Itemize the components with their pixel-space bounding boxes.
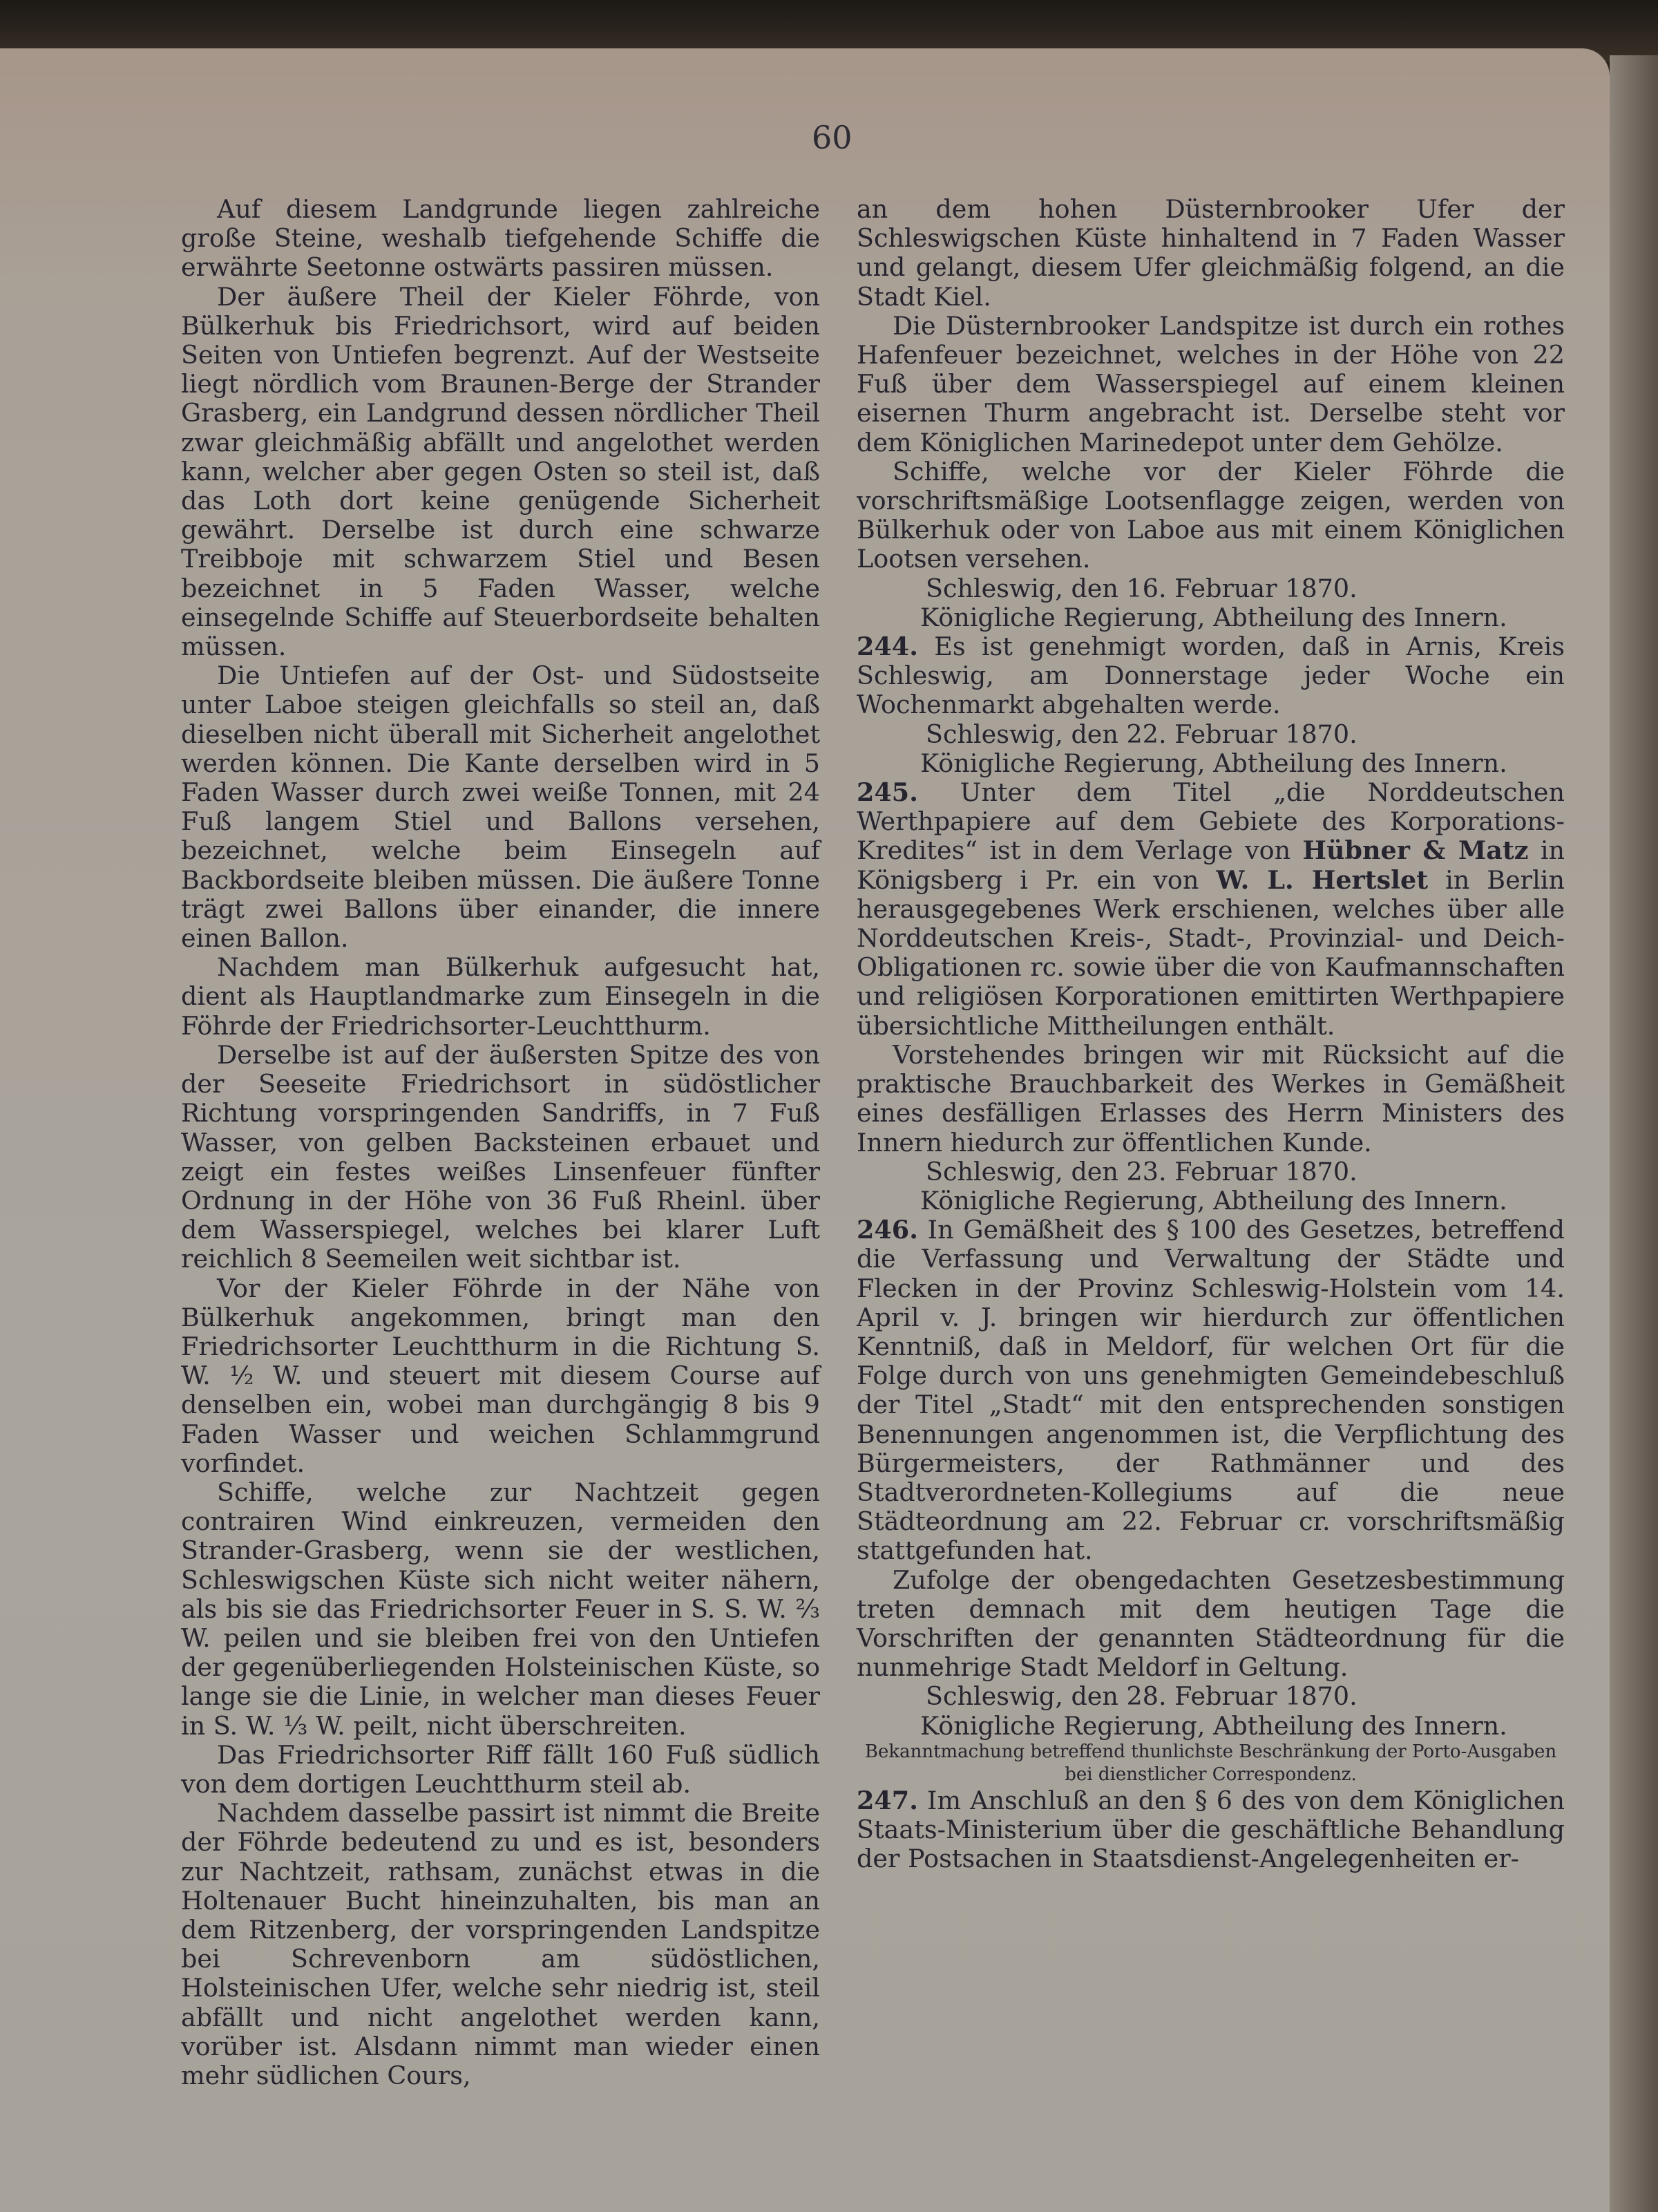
item-number: 246. bbox=[857, 1215, 918, 1245]
item-number: 247. bbox=[857, 1785, 918, 1815]
place-date: Schleswig, den 28. Februar 1870. bbox=[926, 1681, 1357, 1712]
item-number: 244. bbox=[857, 632, 918, 662]
place-date: Schleswig, den 16. Februar 1870. bbox=[926, 573, 1357, 603]
paragraph: Vorstehendes bringen wir mit Rücksicht auf die praktische Brauchbarkeit des Werkes in Gemäßheit eines desfälligen Erlasses des Herrn Ministers des Innern hiedurch zur öffentlichen Kunde. bbox=[857, 1039, 1565, 1157]
item-245 bbox=[857, 778, 1565, 1041]
authority: Königliche Regierung, Abtheilung des Innern. bbox=[920, 1710, 1507, 1741]
paragraph: Auf diesem Landgrunde liegen zahlreiche große Steine, weshalb tiefgehende Schiffe die erwährte Seetonne ostwärts passiren müssen. bbox=[181, 194, 820, 283]
paragraph: Der äußere Theil der Kieler Föhrde, von Bülkerhuk bis Friedrichsort, wird auf beiden Seiten von Untiefen begrenzt. Auf der Westseite liegt nördlich vom Braunen-Berge der Strander Grasberg, ein Landgrund dessen nördlicher Theil zwar gleichmäßig abfällt und angelothet werden kann, welcher aber gegen Osten so steil ist, daß das Loth dort keine genügende Sicherheit gewährt. Derselbe ist durch eine schwarze Treibboje mit schwarzem Stiel und Besen bezeichnet in 5 Faden Wasser, welche einsegelnde Schiffe auf Steuerbordseite behalten müssen. bbox=[181, 281, 820, 662]
item-text: Es ist genehmigt worden, daß in Arnis, Kreis Schleswig, am Donnerstage jeder Woche ein Wochenmarkt abgehalten werde. bbox=[857, 632, 1565, 720]
paragraph: Vor der Kieler Föhrde in der Nähe von Bülkerhuk angekommen, bringt man den Friedrichsorter Leuchtthurm in die Richtung S. W. ½ W. und steuert mit diesem Course auf denselben ein, wobei man durchgängig 8 bis 9 Faden Wasser und weichen Schlammgrund vorfindet. bbox=[181, 1273, 820, 1478]
item-text: in Königsberg i Pr. ein von bbox=[857, 835, 1565, 895]
authority: Königliche Regierung, Abtheilung des Innern. bbox=[920, 1185, 1507, 1216]
paragraph: Die Untiefen auf der Ost- und Südostseite unter Laboe steigen gleichfalls so steil an, daß dieselben nicht überall mit Sicherheit angelothet werden können. Die Kante derselben wird in 5 Faden Wasser durch zwei weiße Tonnen, mit 24 Fuß langem Stiel und Ballons versehen, bezeichnet, welche beim Einsegeln auf Backbordseite bleiben müssen. Die äußere Tonne trägt zwei Ballons über einander, die innere einen Ballon. bbox=[181, 661, 820, 954]
item-text: Im Anschluß an den § 6 des von dem Königlichen Staats-Ministerium über die geschäftliche Behandlung der Postsachen in Staatsdienst-Angelegenheiten er- bbox=[857, 1785, 1565, 1874]
publisher-name: W. L. Hertslet bbox=[1216, 864, 1429, 895]
page-number: 60 bbox=[812, 119, 852, 156]
paragraph: Schiffe, welche zur Nachtzeit gegen contrairen Wind einkreuzen, vermeiden den Strander-Grasberg, wenn sie der westlichen, Schleswigschen Küste sich nicht weiter nähern, als bis sie das Friedrichsorter Feuer in S. S. W. ⅔ W. peilen und sie bleiben frei von den Untiefen der gegenüberliegenden Holsteinischen Küste, so lange sie die Linie, in welcher man dieses Feuer in S. W. ⅓ W. peilt, nicht überschreiten. bbox=[181, 1477, 820, 1741]
item-244 bbox=[857, 632, 1565, 720]
left-column bbox=[181, 195, 820, 2090]
item-text: in Berlin herausgegebenes Werk erschienen, welches über alle Norddeutschen Kreis-, Stadt-, Provinzial- und Deich-Obligationen rc. sowie über die von Kaufmannschaften und religiösen Korporationen emittirten Werthpapiere übersichtliche Mittheilungen enthält. bbox=[857, 864, 1565, 1041]
paragraph: Schiffe, welche vor der Kieler Föhrde die vorschriftsmäßige Lootsenflagge zeigen, werden von Bülkerhuk oder von Laboe aus mit einem Königlichen Lootsen versehen. bbox=[857, 456, 1565, 574]
place-date: Schleswig, den 22. Februar 1870. bbox=[926, 719, 1357, 749]
place-date: Schleswig, den 23. Februar 1870. bbox=[926, 1156, 1357, 1187]
paragraph: Nachdem dasselbe passirt ist nimmt die Breite der Föhrde bedeutend zu und es ist, besonders zur Nachtzeit, rathsam, zunächst etwas in die Holtenauer Bucht hineinzuhalten, bis man an dem Ritzenberg, der vorspringenden Landspitze bei Schrevenborn am südöstlichen, Holsteinischen Ufer, welche sehr niedrig ist, steil abfällt und nicht angelothet werden kann, vorüber ist. Alsdann nimmt man wieder einen mehr südlichen Cours, bbox=[181, 1798, 820, 2090]
publisher-name: Hübner & Matz bbox=[1302, 835, 1529, 866]
right-column bbox=[857, 195, 1565, 1873]
paragraph: Derselbe ist auf der äußersten Spitze des von der Seeseite Friedrichsort in südöstlicher Richtung vorspringenden Sandriffs, in 7 Fuß Wasser, von gelben Backsteinen erbauet und zeigt ein festes weißes Linsenfeuer fünfter Ordnung in der Höhe von 36 Fuß Rheinl. über dem Wasserspiegel, welches bei klarer Luft reichlich 8 Seemeilen weit sichtbar ist. bbox=[181, 1039, 820, 1274]
paragraph: an dem hohen Düsternbrooker Ufer der Schleswigschen Küste hinhaltend in 7 Faden Wasser und gelangt, diesem Ufer gleichmäßig folgend, an die Stadt Kiel. bbox=[857, 194, 1565, 312]
notice-heading: Bekanntmachung betreffend thunlichste Beschränkung der Porto-Ausgaben bei dienstlicher Correspondenz. bbox=[864, 1741, 1557, 1785]
paragraph: Zufolge der obengedachten Gesetzesbestimmung treten demnach mit dem heutigen Tage die Vorschriften der genannten Städteordnung für die nunmehrige Stadt Meldorf in Geltung. bbox=[857, 1565, 1565, 1683]
paragraph: Nachdem man Bülkerhuk aufgesucht hat, dient als Hauptlandmarke zum Einsegeln in die Föhrde der Friedrichsorter-Leuchtthurm. bbox=[181, 952, 820, 1041]
item-text: In Gemäßheit des § 100 des Gesetzes, betreffend die Verfassung und Verwaltung der Städte und Flecken in der Provinz Schleswig-Holstein vom 14. April v. J. bringen wir hierdurch zur öffentlichen Kenntniß, daß in Meldorf, für welchen Ort für die Folge durch von uns genehmigten Gemeindebeschluß der Titel „Stadt“ mit den entsprechenden sonstigen Benennungen angenommen ist, die Verpflichtung des Bürgermeisters, der Rathmänner und des Stadtverordneten-Kollegiums auf die neue Städteordnung am 22. Februar cr. vorschriftsmäßig stattgefunden hat. bbox=[857, 1215, 1565, 1566]
paragraph: Das Friedrichsorter Riff fällt 160 Fuß südlich von dem dortigen Leuchtthurm steil ab. bbox=[181, 1739, 820, 1799]
item-247 bbox=[857, 1786, 1565, 1874]
page-edge bbox=[1610, 55, 1658, 2212]
authority: Königliche Regierung, Abtheilung des Innern. bbox=[920, 748, 1507, 778]
authority: Königliche Regierung, Abtheilung des Innern. bbox=[920, 602, 1507, 632]
item-246 bbox=[857, 1216, 1565, 1565]
paragraph: Die Düsternbrooker Landspitze ist durch ein rothes Hafenfeuer bezeichnet, welches in der Höhe von 22 Fuß über dem Wasserspiegel auf einem kleinen eisernen Thurm angebracht ist. Derselbe steht vor dem Königlichen Marinedepot unter dem Gehölze. bbox=[857, 310, 1565, 457]
item-number: 245. bbox=[857, 777, 918, 808]
item-text: Unter dem Titel „die Norddeutschen Werthpapiere auf dem Gebiete des Korporations-Kredites“ ist in dem Verlage von bbox=[857, 777, 1565, 866]
